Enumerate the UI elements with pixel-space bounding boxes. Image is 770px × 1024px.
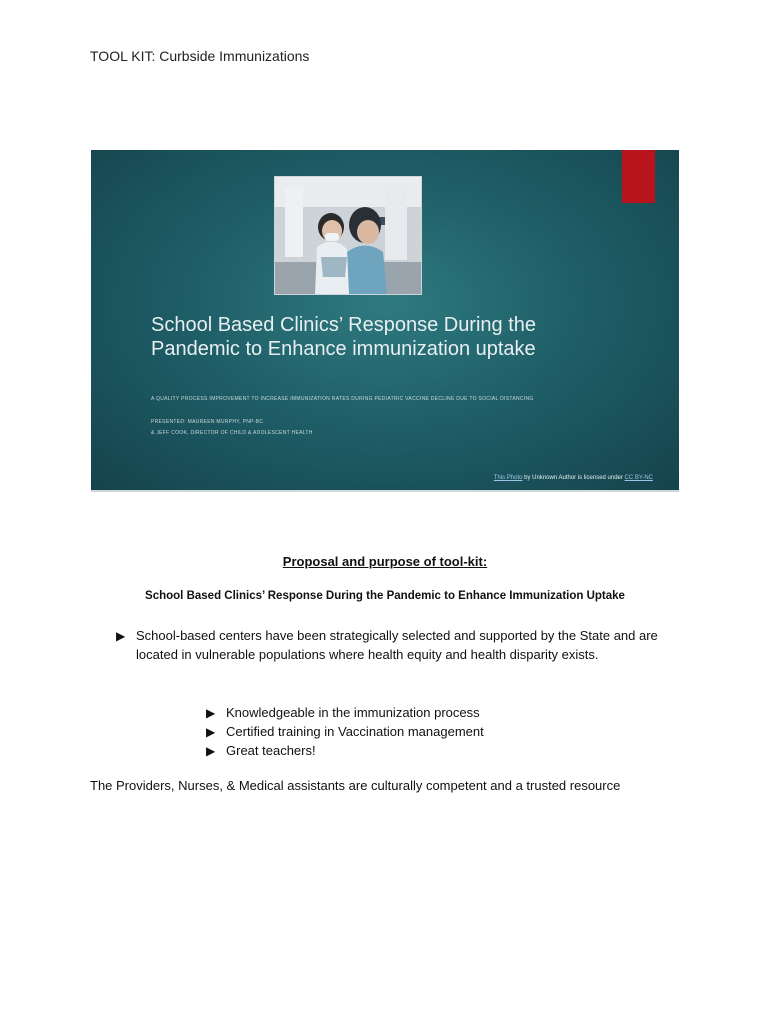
photo-parent-child-masked (274, 176, 422, 295)
arrow-bullet-icon: ▶ (206, 744, 216, 758)
list-item (206, 722, 484, 741)
list-item (206, 703, 484, 722)
photo-credit (494, 475, 653, 481)
sub-bullet-text: Certified training in Vaccination management (226, 724, 484, 739)
photo-credit-text: by Unknown Author is licensed under (522, 475, 625, 481)
slide-image (91, 150, 679, 490)
proposal-subtitle: School Based Clinics’ Response During the Pandemic to Enhance Immunization Uptake (145, 590, 625, 602)
slide-subtitle: A QUALITY PROCESS IMPROVEMENT TO INCREASE IMMUNIZATION RATES DURING PEDIATRIC VACCINE DECLINE DUE TO SOCIAL DISTANCING (151, 396, 534, 402)
red-accent-tab (622, 150, 655, 203)
sub-bullet-text: Great teachers! (226, 743, 316, 758)
slide-title: School Based Clinics’ Response During the Pandemic to Enhance immunization uptake (151, 314, 537, 360)
document-header: TOOL KIT: Curbside Immunizations (90, 48, 310, 64)
arrow-bullet-icon: ▶ (206, 725, 216, 739)
closing-statement: The Providers, Nurses, & Medical assistants are culturally competent and a trusted resource (90, 778, 621, 793)
slide-divider (91, 490, 679, 492)
slide-presenter-1: PRESENTED: MAUREEN MURPHY, PNP-BC (151, 419, 264, 425)
photo-illustration (275, 177, 421, 294)
main-bullet (116, 626, 676, 664)
license-link[interactable]: CC BY-NC (624, 475, 653, 481)
list-item (206, 741, 484, 760)
main-bullet-text: School-based centers have been strategically selected and supported by the State and are located in vulnerable populations where health equity and health disparity exists. (136, 628, 658, 662)
sub-bullet-text: Knowledgeable in the immunization process (226, 705, 480, 720)
photo-credit-link[interactable]: This Photo (493, 475, 523, 481)
arrow-bullet-icon: ▶ (206, 706, 216, 720)
proposal-heading: Proposal and purpose of tool-kit: (282, 554, 488, 569)
slide-presenter-2: & JEFF COOK, DIRECTOR OF CHILD & ADOLESCENT HEALTH (151, 430, 313, 436)
arrow-bullet-icon: ▶ (116, 629, 126, 643)
sub-bullet-list (206, 703, 484, 760)
